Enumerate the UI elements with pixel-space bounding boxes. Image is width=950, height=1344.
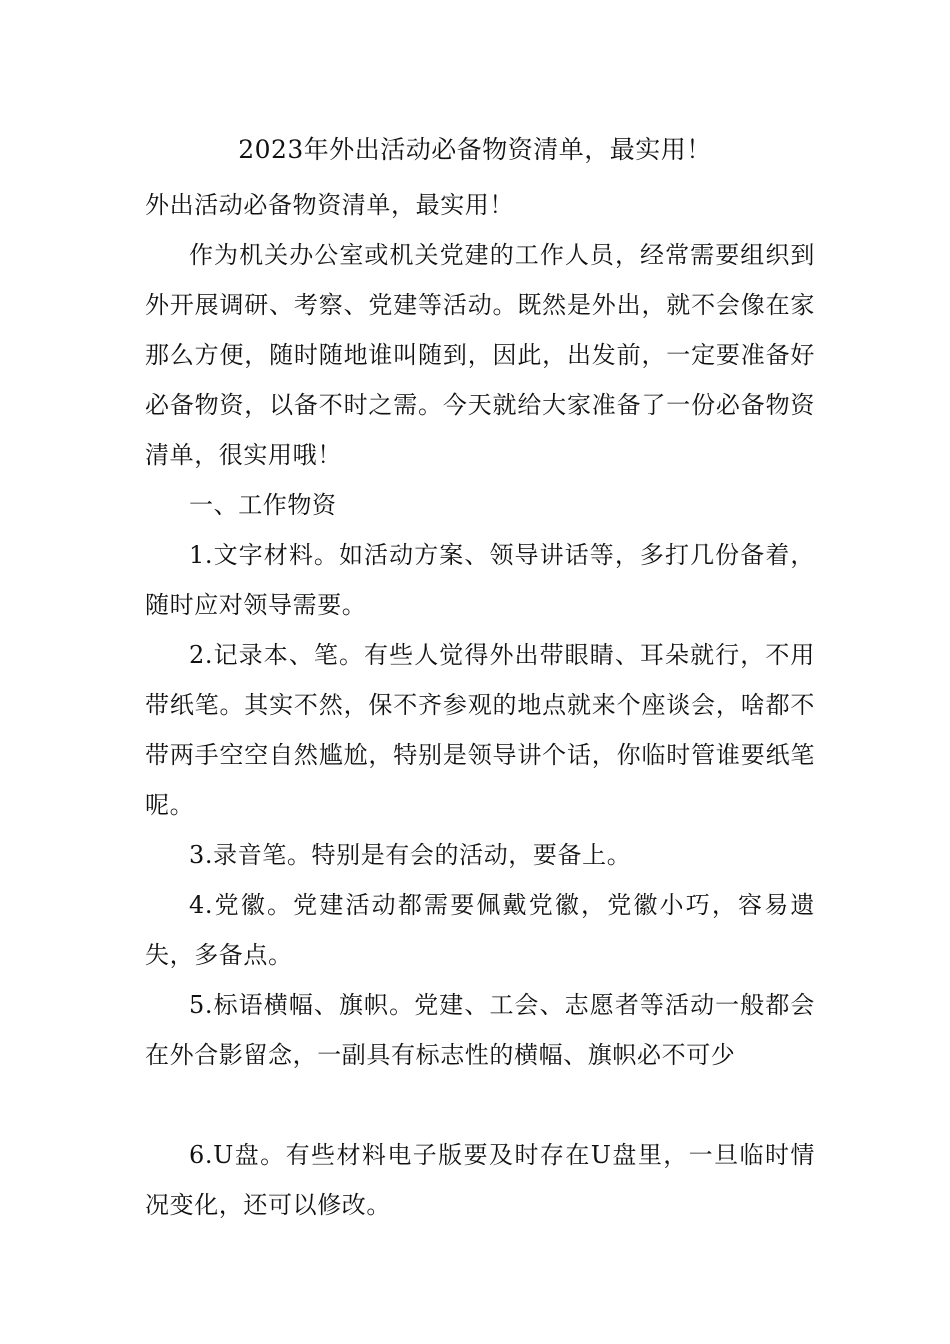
list-item-voice-recorder: 3.录音笔。特别是有会的活动，要备上。 xyxy=(189,841,632,869)
section-heading-work-supplies: 一、工作物资 xyxy=(189,491,337,519)
list-item-written-materials: 1.文字材料。如活动方案、领导讲话等，多打几份备着，随时应对领导需要。 xyxy=(145,541,815,619)
document-body xyxy=(145,180,815,1230)
document-title: 2023年外出活动必备物资清单，最实用！ xyxy=(238,135,712,164)
list-item-usb-drive: 6.U盘。有些材料电子版要及时存在U盘里，一旦临时情况变化，还可以修改。 xyxy=(145,1141,815,1219)
list-item-banners-flags: 5.标语横幅、旗帜。党建、工会、志愿者等活动一般都会在外合影留念，一副具有标志性的横幅、旗帜必不可少 xyxy=(145,991,815,1069)
blank-line xyxy=(145,1080,815,1130)
document-subtitle: 外出活动必备物资清单，最实用！ xyxy=(145,191,514,219)
intro-paragraph: 作为机关办公室或机关党建的工作人员，经常需要组织到外开展调研、考察、党建等活动。既然是外出，就不会像在家那么方便，随时随地谁叫随到，因此，出发前，一定要准备好必备物资，以备不时之需。今天就给大家准备了一份必备物资清单，很实用哦！ xyxy=(145,241,815,469)
list-item-notebook-pen: 2.记录本、笔。有些人觉得外出带眼睛、耳朵就行，不用带纸笔。其实不然，保不齐参观的地点就来个座谈会，啥都不带两手空空自然尴尬，特别是领导讲个话，你临时管谁要纸笔呢。 xyxy=(145,641,815,819)
list-item-party-badge: 4.党徽。党建活动都需要佩戴党徽，党徽小巧，容易遗失，多备点。 xyxy=(145,891,815,969)
